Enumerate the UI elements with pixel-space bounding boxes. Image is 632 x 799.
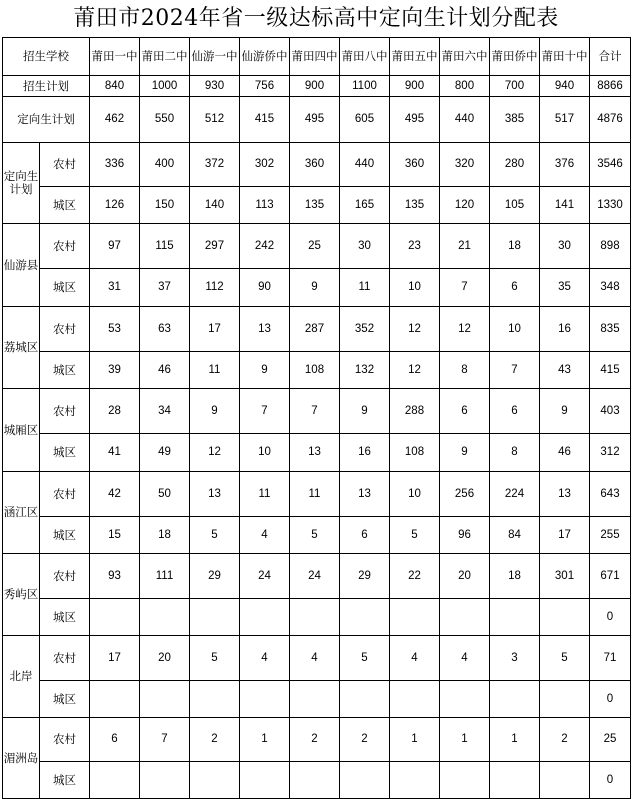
header-school: 莆田六中 bbox=[440, 38, 490, 76]
value-cell: 24 bbox=[290, 554, 340, 599]
value-cell: 10 bbox=[390, 472, 440, 517]
value-cell: 22 bbox=[390, 554, 440, 599]
value-cell bbox=[490, 681, 540, 718]
value-cell: 31 bbox=[90, 269, 140, 307]
plan-row bbox=[3, 76, 631, 97]
value-cell: 1 bbox=[240, 718, 290, 762]
value-cell: 13 bbox=[240, 307, 290, 352]
total-cell: 898 bbox=[590, 224, 631, 269]
value-cell: 21 bbox=[440, 224, 490, 269]
value-cell: 7 bbox=[290, 389, 340, 434]
value-cell: 4 bbox=[440, 636, 490, 681]
value-cell: 280 bbox=[490, 143, 540, 187]
value-cell bbox=[540, 681, 590, 718]
rural-label: 农村 bbox=[40, 554, 90, 599]
region-name: 仙游县 bbox=[3, 224, 40, 307]
value-cell bbox=[190, 762, 240, 799]
value-cell: 115 bbox=[140, 224, 190, 269]
value-cell: 1 bbox=[440, 718, 490, 762]
value-cell: 352 bbox=[340, 307, 390, 352]
value-cell: 8 bbox=[440, 352, 490, 389]
value-cell: 2 bbox=[290, 718, 340, 762]
value-cell bbox=[290, 762, 340, 799]
value-cell: 20 bbox=[140, 636, 190, 681]
value-cell: 25 bbox=[290, 224, 340, 269]
value-cell: 360 bbox=[290, 143, 340, 187]
value-cell: 96 bbox=[440, 517, 490, 554]
header-school: 莆田五中 bbox=[390, 38, 440, 76]
value-cell bbox=[440, 681, 490, 718]
region-urban-row bbox=[3, 187, 631, 224]
value-cell: 301 bbox=[540, 554, 590, 599]
value-cell: 97 bbox=[90, 224, 140, 269]
value-cell: 320 bbox=[440, 143, 490, 187]
urban-label: 城区 bbox=[40, 681, 90, 718]
header-school: 莆田四中 bbox=[290, 38, 340, 76]
value-cell bbox=[140, 762, 190, 799]
value-cell: 1100 bbox=[340, 76, 390, 97]
header-corner: 招生学校 bbox=[3, 38, 90, 76]
region-rural-row bbox=[3, 718, 631, 762]
region-name: 北岸 bbox=[3, 636, 40, 718]
allocation-table bbox=[2, 37, 631, 799]
value-cell bbox=[290, 681, 340, 718]
rural-label: 农村 bbox=[40, 389, 90, 434]
value-cell: 224 bbox=[490, 472, 540, 517]
value-cell: 18 bbox=[490, 224, 540, 269]
total-cell: 0 bbox=[590, 681, 631, 718]
value-cell: 126 bbox=[90, 187, 140, 224]
value-cell: 297 bbox=[190, 224, 240, 269]
value-cell: 4 bbox=[390, 636, 440, 681]
total-cell: 348 bbox=[590, 269, 631, 307]
value-cell: 302 bbox=[240, 143, 290, 187]
region-urban-row bbox=[3, 517, 631, 554]
value-cell: 11 bbox=[190, 352, 240, 389]
value-cell: 34 bbox=[140, 389, 190, 434]
value-cell: 5 bbox=[340, 636, 390, 681]
value-cell: 6 bbox=[340, 517, 390, 554]
value-cell: 440 bbox=[340, 143, 390, 187]
value-cell: 105 bbox=[490, 187, 540, 224]
value-cell: 23 bbox=[390, 224, 440, 269]
value-cell bbox=[390, 681, 440, 718]
value-cell: 17 bbox=[190, 307, 240, 352]
total-cell: 312 bbox=[590, 434, 631, 472]
region-name: 荔城区 bbox=[3, 307, 40, 389]
total-cell: 3546 bbox=[590, 143, 631, 187]
urban-label: 城区 bbox=[40, 434, 90, 472]
value-cell: 900 bbox=[290, 76, 340, 97]
urban-label: 城区 bbox=[40, 599, 90, 636]
urban-label: 城区 bbox=[40, 352, 90, 389]
region-name: 涵江区 bbox=[3, 472, 40, 554]
total-cell: 255 bbox=[590, 517, 631, 554]
directed-label: 定向生计划 bbox=[3, 97, 90, 143]
value-cell: 13 bbox=[540, 472, 590, 517]
total-cell: 71 bbox=[590, 636, 631, 681]
value-cell: 46 bbox=[540, 434, 590, 472]
total-cell: 25 bbox=[590, 718, 631, 762]
value-cell bbox=[190, 599, 240, 636]
region-urban-row bbox=[3, 434, 631, 472]
value-cell: 7 bbox=[440, 269, 490, 307]
directed-row bbox=[3, 97, 631, 143]
value-cell: 9 bbox=[340, 389, 390, 434]
rural-label: 农村 bbox=[40, 636, 90, 681]
value-cell: 165 bbox=[340, 187, 390, 224]
value-cell: 5 bbox=[540, 636, 590, 681]
value-cell bbox=[140, 599, 190, 636]
header-total: 合计 bbox=[590, 38, 631, 76]
value-cell: 12 bbox=[390, 352, 440, 389]
value-cell: 108 bbox=[290, 352, 340, 389]
value-cell: 93 bbox=[90, 554, 140, 599]
region-rural-row bbox=[3, 472, 631, 517]
value-cell: 4 bbox=[240, 517, 290, 554]
value-cell: 550 bbox=[140, 97, 190, 143]
value-cell: 462 bbox=[90, 97, 140, 143]
value-cell bbox=[240, 762, 290, 799]
rural-label: 农村 bbox=[40, 143, 90, 187]
total-cell: 415 bbox=[590, 352, 631, 389]
region-rural-row bbox=[3, 636, 631, 681]
rural-label: 农村 bbox=[40, 718, 90, 762]
total-cell: 0 bbox=[590, 762, 631, 799]
region-name: 秀屿区 bbox=[3, 554, 40, 636]
region-urban-row bbox=[3, 681, 631, 718]
value-cell: 15 bbox=[90, 517, 140, 554]
value-cell: 756 bbox=[240, 76, 290, 97]
total-cell: 0 bbox=[590, 599, 631, 636]
value-cell: 43 bbox=[540, 352, 590, 389]
header-school: 仙游侨中 bbox=[240, 38, 290, 76]
value-cell: 700 bbox=[490, 76, 540, 97]
value-cell: 17 bbox=[90, 636, 140, 681]
value-cell: 37 bbox=[140, 269, 190, 307]
value-cell: 11 bbox=[340, 269, 390, 307]
value-cell: 495 bbox=[290, 97, 340, 143]
value-cell: 10 bbox=[240, 434, 290, 472]
value-cell: 12 bbox=[190, 434, 240, 472]
value-cell: 29 bbox=[190, 554, 240, 599]
rural-label: 农村 bbox=[40, 472, 90, 517]
value-cell: 10 bbox=[390, 269, 440, 307]
value-cell: 63 bbox=[140, 307, 190, 352]
value-cell: 13 bbox=[290, 434, 340, 472]
urban-label: 城区 bbox=[40, 762, 90, 799]
value-cell: 140 bbox=[190, 187, 240, 224]
value-cell: 8 bbox=[490, 434, 540, 472]
rural-label: 农村 bbox=[40, 307, 90, 352]
value-cell: 41 bbox=[90, 434, 140, 472]
header-row bbox=[3, 38, 631, 76]
value-cell: 1000 bbox=[140, 76, 190, 97]
value-cell: 90 bbox=[240, 269, 290, 307]
table-body bbox=[3, 38, 631, 799]
value-cell: 20 bbox=[440, 554, 490, 599]
value-cell: 2 bbox=[340, 718, 390, 762]
value-cell: 517 bbox=[540, 97, 590, 143]
total-cell: 8866 bbox=[590, 76, 631, 97]
value-cell: 84 bbox=[490, 517, 540, 554]
header-school: 莆田二中 bbox=[140, 38, 190, 76]
value-cell: 6 bbox=[440, 389, 490, 434]
value-cell: 336 bbox=[90, 143, 140, 187]
value-cell: 17 bbox=[540, 517, 590, 554]
value-cell: 440 bbox=[440, 97, 490, 143]
total-cell: 4876 bbox=[590, 97, 631, 143]
total-cell: 403 bbox=[590, 389, 631, 434]
region-urban-row bbox=[3, 599, 631, 636]
value-cell: 2 bbox=[190, 718, 240, 762]
value-cell: 24 bbox=[240, 554, 290, 599]
value-cell bbox=[90, 599, 140, 636]
value-cell: 29 bbox=[340, 554, 390, 599]
region-name: 湄洲岛 bbox=[3, 718, 40, 799]
region-rural-row bbox=[3, 389, 631, 434]
value-cell: 30 bbox=[340, 224, 390, 269]
header-school: 莆田侨中 bbox=[490, 38, 540, 76]
value-cell: 287 bbox=[290, 307, 340, 352]
value-cell bbox=[290, 599, 340, 636]
header-school: 莆田一中 bbox=[90, 38, 140, 76]
value-cell: 30 bbox=[540, 224, 590, 269]
value-cell bbox=[390, 762, 440, 799]
value-cell bbox=[540, 599, 590, 636]
value-cell: 7 bbox=[140, 718, 190, 762]
value-cell: 16 bbox=[340, 434, 390, 472]
value-cell: 3 bbox=[490, 636, 540, 681]
value-cell: 46 bbox=[140, 352, 190, 389]
value-cell: 11 bbox=[240, 472, 290, 517]
page-title: 莆田市2024年省一级达标高中定向生计划分配表 bbox=[73, 6, 559, 31]
value-cell bbox=[340, 762, 390, 799]
value-cell: 900 bbox=[390, 76, 440, 97]
value-cell: 376 bbox=[540, 143, 590, 187]
value-cell: 35 bbox=[540, 269, 590, 307]
value-cell bbox=[90, 762, 140, 799]
value-cell: 18 bbox=[140, 517, 190, 554]
value-cell: 9 bbox=[540, 389, 590, 434]
region-rural-row bbox=[3, 224, 631, 269]
plan-label: 招生计划 bbox=[3, 76, 90, 97]
total-cell: 1330 bbox=[590, 187, 631, 224]
value-cell: 800 bbox=[440, 76, 490, 97]
value-cell bbox=[340, 681, 390, 718]
value-cell: 13 bbox=[190, 472, 240, 517]
value-cell: 39 bbox=[90, 352, 140, 389]
value-cell bbox=[540, 762, 590, 799]
value-cell bbox=[390, 599, 440, 636]
value-cell bbox=[140, 681, 190, 718]
urban-label: 城区 bbox=[40, 187, 90, 224]
value-cell: 4 bbox=[240, 636, 290, 681]
value-cell: 12 bbox=[440, 307, 490, 352]
value-cell: 2 bbox=[540, 718, 590, 762]
value-cell: 6 bbox=[90, 718, 140, 762]
value-cell: 400 bbox=[140, 143, 190, 187]
value-cell: 415 bbox=[240, 97, 290, 143]
region-rural-row bbox=[3, 554, 631, 599]
value-cell: 132 bbox=[340, 352, 390, 389]
value-cell bbox=[490, 599, 540, 636]
value-cell: 242 bbox=[240, 224, 290, 269]
value-cell: 111 bbox=[140, 554, 190, 599]
value-cell: 4 bbox=[290, 636, 340, 681]
value-cell bbox=[440, 762, 490, 799]
value-cell: 112 bbox=[190, 269, 240, 307]
value-cell: 385 bbox=[490, 97, 540, 143]
value-cell: 1 bbox=[390, 718, 440, 762]
region-name: 城厢区 bbox=[3, 389, 40, 472]
value-cell: 135 bbox=[290, 187, 340, 224]
header-school: 莆田十中 bbox=[540, 38, 590, 76]
region-urban-row bbox=[3, 269, 631, 307]
value-cell: 495 bbox=[390, 97, 440, 143]
rural-label: 农村 bbox=[40, 224, 90, 269]
value-cell bbox=[90, 681, 140, 718]
value-cell: 18 bbox=[490, 554, 540, 599]
value-cell: 5 bbox=[290, 517, 340, 554]
value-cell: 9 bbox=[240, 352, 290, 389]
value-cell: 840 bbox=[90, 76, 140, 97]
value-cell: 5 bbox=[390, 517, 440, 554]
header-school: 莆田八中 bbox=[340, 38, 390, 76]
value-cell bbox=[240, 599, 290, 636]
value-cell: 512 bbox=[190, 97, 240, 143]
value-cell: 7 bbox=[490, 352, 540, 389]
urban-label: 城区 bbox=[40, 269, 90, 307]
value-cell: 50 bbox=[140, 472, 190, 517]
total-cell: 671 bbox=[590, 554, 631, 599]
value-cell: 16 bbox=[540, 307, 590, 352]
total-cell: 835 bbox=[590, 307, 631, 352]
value-cell bbox=[240, 681, 290, 718]
total-cell: 643 bbox=[590, 472, 631, 517]
value-cell: 28 bbox=[90, 389, 140, 434]
value-cell: 13 bbox=[340, 472, 390, 517]
region-urban-row bbox=[3, 762, 631, 799]
value-cell bbox=[440, 599, 490, 636]
region-name: 定向生计划 bbox=[3, 143, 40, 224]
value-cell: 141 bbox=[540, 187, 590, 224]
value-cell: 113 bbox=[240, 187, 290, 224]
value-cell: 9 bbox=[190, 389, 240, 434]
value-cell: 150 bbox=[140, 187, 190, 224]
value-cell: 605 bbox=[340, 97, 390, 143]
region-rural-row bbox=[3, 307, 631, 352]
value-cell: 5 bbox=[190, 636, 240, 681]
region-rural-row bbox=[3, 143, 631, 187]
value-cell: 53 bbox=[90, 307, 140, 352]
value-cell bbox=[190, 681, 240, 718]
value-cell: 1 bbox=[490, 718, 540, 762]
value-cell: 120 bbox=[440, 187, 490, 224]
value-cell: 5 bbox=[190, 517, 240, 554]
value-cell: 6 bbox=[490, 389, 540, 434]
value-cell: 7 bbox=[240, 389, 290, 434]
value-cell: 9 bbox=[440, 434, 490, 472]
value-cell: 288 bbox=[390, 389, 440, 434]
value-cell: 6 bbox=[490, 269, 540, 307]
value-cell: 108 bbox=[390, 434, 440, 472]
value-cell: 930 bbox=[190, 76, 240, 97]
value-cell: 49 bbox=[140, 434, 190, 472]
region-urban-row bbox=[3, 352, 631, 389]
value-cell: 135 bbox=[390, 187, 440, 224]
value-cell: 42 bbox=[90, 472, 140, 517]
urban-label: 城区 bbox=[40, 517, 90, 554]
value-cell bbox=[340, 599, 390, 636]
value-cell: 940 bbox=[540, 76, 590, 97]
value-cell: 12 bbox=[390, 307, 440, 352]
value-cell: 10 bbox=[490, 307, 540, 352]
value-cell: 11 bbox=[290, 472, 340, 517]
header-school: 仙游一中 bbox=[190, 38, 240, 76]
value-cell: 9 bbox=[290, 269, 340, 307]
value-cell: 372 bbox=[190, 143, 240, 187]
value-cell bbox=[490, 762, 540, 799]
value-cell: 360 bbox=[390, 143, 440, 187]
value-cell: 256 bbox=[440, 472, 490, 517]
